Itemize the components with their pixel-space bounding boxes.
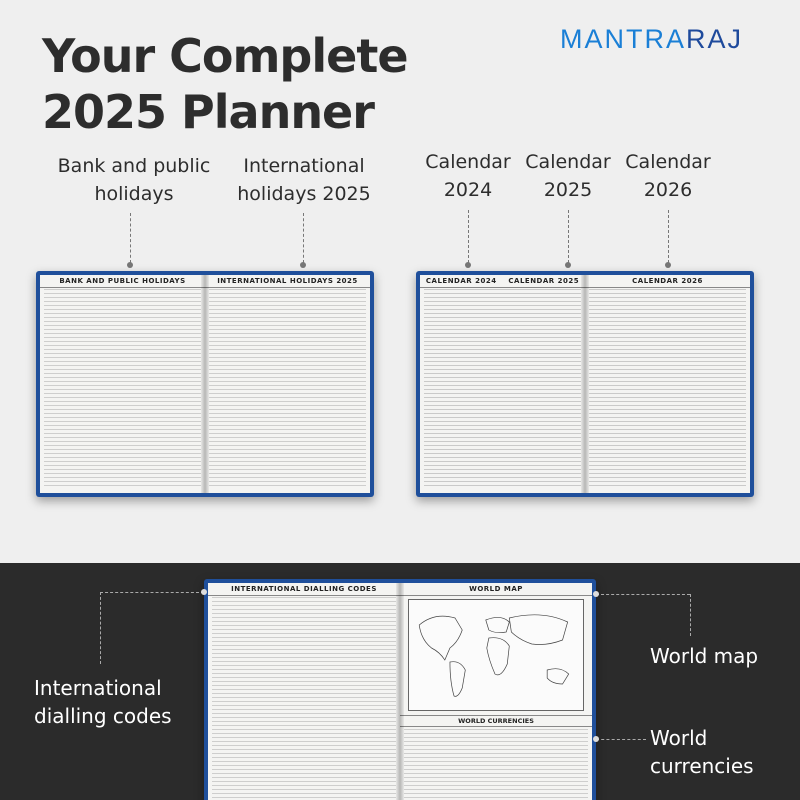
- page-title-dialling-codes: INTERNATIONAL DIALLING CODES: [208, 583, 400, 596]
- connector-dialling-horizontal: [100, 592, 204, 593]
- page-title-bank-holidays: BANK AND PUBLIC HOLIDAYS: [40, 275, 205, 288]
- world-map-outline: [409, 600, 583, 710]
- connector-international: [303, 213, 304, 263]
- label-world-map: World map: [650, 644, 759, 668]
- label-international-holidays: International holidays 2025: [237, 155, 371, 205]
- calendar-grid-right: [589, 289, 746, 489]
- connector-cal2024: [468, 210, 469, 263]
- book-spine: [396, 583, 404, 800]
- connector-dot-currencies: [593, 736, 599, 742]
- connector-bank: [130, 213, 131, 263]
- page-international-holidays: [205, 275, 370, 493]
- holiday-text-lines: [44, 289, 201, 489]
- label-dialling-codes: International dialling codes: [34, 676, 172, 728]
- page-title-international-holidays: INTERNATIONAL HOLIDAYS 2025: [205, 275, 370, 288]
- planner-reference-spread: [204, 579, 596, 800]
- brand-part2: RAJ: [686, 24, 744, 54]
- calendar-left-header: [420, 275, 585, 288]
- international-text-lines: [209, 289, 366, 489]
- connector-dialling-vertical: [100, 592, 101, 664]
- label-bank-holidays: Bank and public holidays: [57, 155, 211, 205]
- connector-dot-dialling: [201, 589, 207, 595]
- book-spine: [581, 275, 589, 493]
- dialling-code-lines: [212, 597, 396, 800]
- label-calendar-2024: Calendar 2024: [425, 151, 511, 201]
- connector-dot-bank: [127, 262, 133, 268]
- book-spine: [201, 275, 209, 493]
- page-title-calendar-2026: CALENDAR 2026: [585, 275, 750, 288]
- page-calendar-left: [420, 275, 585, 493]
- headline: [42, 28, 408, 140]
- connector-cal2025: [568, 210, 569, 263]
- brand-part1: MANTRA: [560, 24, 686, 54]
- connector-dot-map: [593, 591, 599, 597]
- page-calendar-right: [585, 275, 750, 493]
- page-title-calendar-2025: CALENDAR 2025: [508, 277, 580, 285]
- calendar-grid-left: [424, 289, 581, 489]
- world-map-image: [408, 599, 584, 711]
- connector-currencies: [596, 739, 646, 740]
- label-calendar-2026: Calendar 2026: [625, 151, 711, 201]
- label-world-currencies: World currencies: [650, 726, 754, 778]
- connector-dot-cal2025: [565, 262, 571, 268]
- brand-logo: [560, 24, 743, 55]
- page-title-calendar-2024: CALENDAR 2024: [425, 277, 497, 285]
- connector-dot-cal2026: [665, 262, 671, 268]
- connector-map-horizontal: [596, 594, 690, 595]
- currency-lines: [404, 727, 588, 800]
- page-title-world-map: WORLD MAP: [400, 583, 592, 596]
- page-dialling-codes: [208, 583, 400, 800]
- section-title-world-currencies: WORLD CURRENCIES: [400, 715, 592, 727]
- connector-cal2026: [668, 210, 669, 263]
- label-calendar-2025: Calendar 2025: [525, 151, 611, 201]
- planner-calendar-spread: [416, 271, 754, 497]
- page-bank-holidays: [40, 275, 205, 493]
- connector-dot-cal2024: [465, 262, 471, 268]
- connector-dot-international: [300, 262, 306, 268]
- planner-holidays-spread: [36, 271, 374, 497]
- headline-line2: 2025 Planner: [42, 85, 374, 139]
- page-world-map: [400, 583, 592, 800]
- headline-line1: Your Complete: [42, 29, 408, 83]
- connector-map-vertical: [690, 594, 691, 636]
